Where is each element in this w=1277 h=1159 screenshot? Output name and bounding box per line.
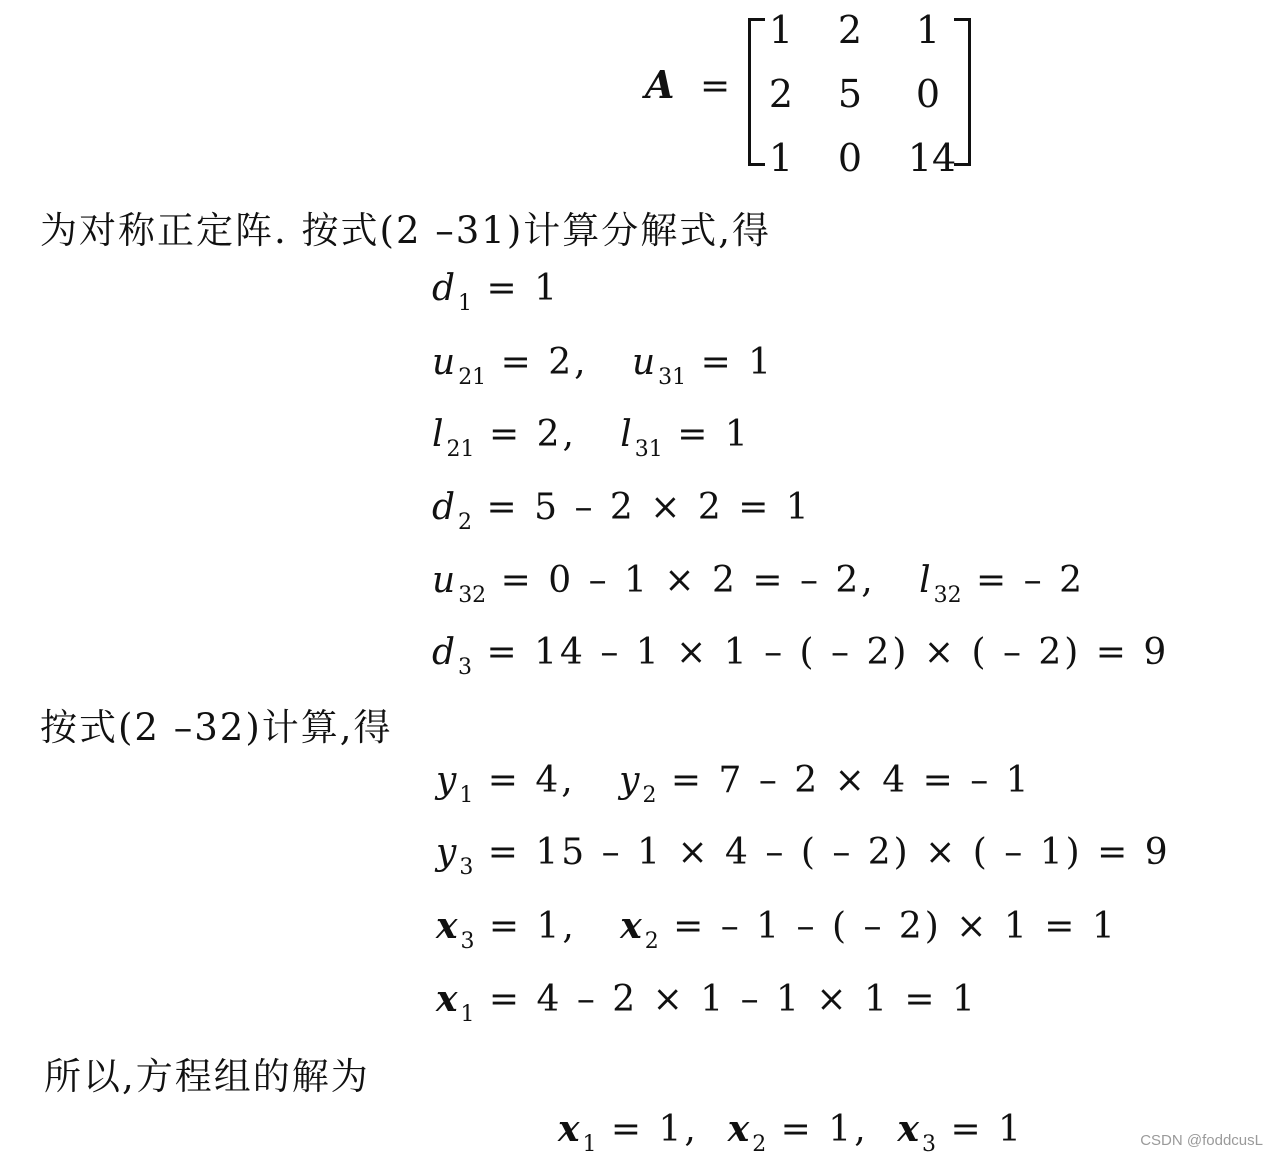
matrix-cell: 2 xyxy=(768,72,794,116)
matrix-cell: 1 xyxy=(915,8,941,52)
equation-l21-l31: $l_{21} = 2$, $l_{31} = 1$ xyxy=(432,414,751,462)
equation-y1-y2: $y_1 = 4$, $y_2 = 7 - 2 \times 4$ = – 1 xyxy=(436,760,1032,808)
equation-u32-l32: $u_{32} = 0 - 1 \times 2$ = – 2, $l_{32}$ = – 2 xyxy=(432,560,1085,608)
equation-d2: $d_2 = 5 - 2 \times 2 = 1$ xyxy=(432,487,812,535)
equals-sign: = xyxy=(700,66,731,107)
equation-final-solution: $x_1 = 1$, $x_2 = 1$, $x_3 = 1$ xyxy=(558,1108,1024,1157)
matrix-cell: 14 xyxy=(907,136,957,180)
equation-x3-x2: $x_3 = 1$, $x_2$ = – 1 – ( – 2) × 1 = 1 xyxy=(436,905,1118,954)
matrix-cell: 0 xyxy=(837,136,863,180)
matrix-label: A xyxy=(645,62,675,107)
equation-u21-u31: $u_{21} = 2$, $u_{31} = 1$ xyxy=(432,342,775,390)
matrix-cell: 2 xyxy=(837,8,863,52)
equation-y3: $y_3 = 15 - 1 \times 4$ – ( – 2) × ( – 1) = 9 xyxy=(436,832,1171,880)
equation-x1: $x_1 = 4 - 2 \times 1 - 1 \times 1 = 1$ xyxy=(436,978,978,1027)
matrix-cell: 1 xyxy=(768,8,794,52)
matrix-cell: 1 xyxy=(768,136,794,180)
paragraph-solution: 所以,方程组的解为 xyxy=(44,1055,370,1098)
matrix-cell: 5 xyxy=(837,72,863,116)
watermark: CSDN @foddcusL xyxy=(1140,1132,1263,1149)
equation-d3: $d_3 = 14 - 1 \times 1$ – ( – 2) × ( – 2) = 9 xyxy=(432,632,1170,680)
matrix-cell: 0 xyxy=(915,72,941,116)
equation-d1: $d_1 = 1$ xyxy=(432,268,561,316)
paragraph-compute: 按式(2 –32)计算,得 xyxy=(40,706,393,749)
paragraph-decomposition: 为对称正定阵. 按式(2 –31)计算分解式,得 xyxy=(40,209,772,252)
